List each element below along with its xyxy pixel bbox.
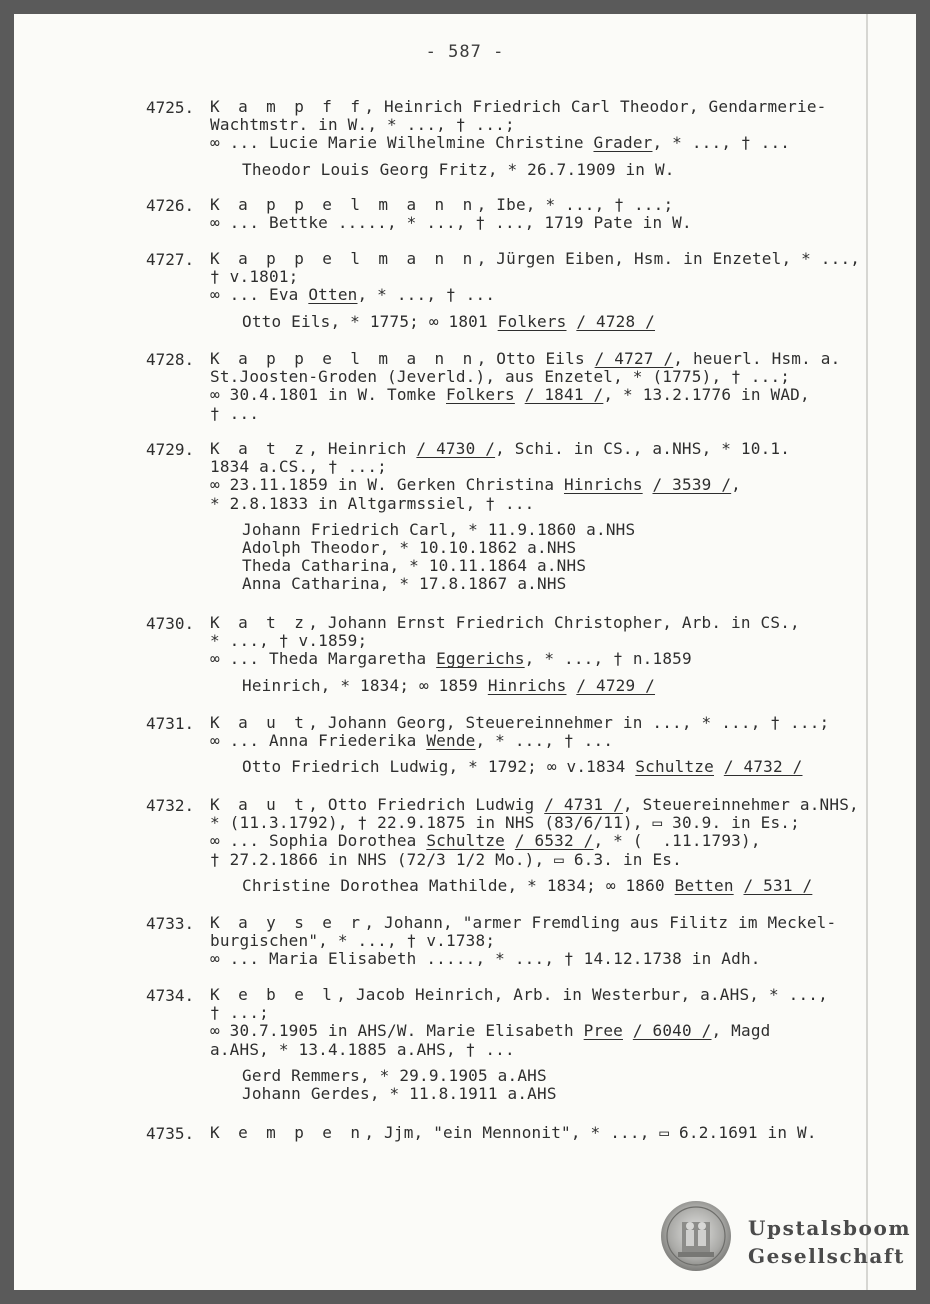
child-text: Anna Catharina, * 17.8.1867 a.NHS — [242, 574, 567, 594]
line-text: , Otto Eils — [476, 349, 595, 368]
line-text: , Magd — [711, 1021, 771, 1041]
brand-line-2: Gesellschaft — [748, 1244, 905, 1268]
line-text: , Johann Ernst Friedrich Christopher, Arb. in CS., — [308, 613, 800, 632]
underlined-name: Hinrichs — [487, 675, 567, 695]
surname: K a p p e l m a n n — [210, 349, 477, 368]
line-text: ∞ ... Lucie Marie Wilhelmine Christine — [210, 133, 594, 153]
page-number: - 587 - — [425, 42, 505, 62]
line-text: , * ..., † n.1859 — [524, 649, 692, 669]
cross-reference: / 1841 / — [524, 385, 604, 405]
underlined-name: / 4730 / — [416, 439, 496, 458]
entry-line — [210, 350, 840, 368]
line-text: , Johann, "armer Fremdling aus Filitz im Meckel- — [364, 913, 837, 932]
entry-number: 4725. — [146, 98, 195, 117]
entry-line — [210, 632, 367, 650]
entry-line — [210, 1041, 515, 1059]
child-line — [242, 575, 566, 593]
cross-reference: / 4728 / — [576, 311, 656, 331]
underlined-name: Otten — [308, 285, 358, 305]
line-text: , Otto Friedrich Ludwig — [308, 795, 545, 814]
entry-line — [210, 134, 790, 152]
entry-line — [210, 268, 299, 286]
entry-number: 4733. — [146, 914, 195, 933]
line-text: ∞ ... Maria Elisabeth ....., * ..., † 14.12.1738 in Adh. — [210, 949, 761, 969]
entry-line — [210, 405, 259, 423]
entry-line — [210, 286, 495, 304]
cross-reference: / 4729 / — [576, 675, 656, 695]
cross-reference: / 4732 / — [723, 757, 803, 777]
entry-number: 4727. — [146, 250, 195, 269]
surname: K a t z — [210, 613, 309, 632]
child-text: Johann Friedrich Carl, * 11.9.1860 a.NHS — [242, 519, 636, 539]
line-text: St.Joosten-Groden (Jeverld.), aus Enzetel, * (1775), † ...; — [210, 367, 791, 387]
child-text: Otto Friedrich Ludwig, * 1792; ∞ v.1834 — [242, 757, 636, 777]
entry-line — [210, 250, 860, 268]
entry-line — [210, 476, 741, 494]
line-text: a.AHS, * 13.4.1885 a.AHS, † ... — [210, 1039, 515, 1059]
entry-line — [210, 932, 495, 950]
cross-reference: / 6040 / — [632, 1021, 712, 1041]
line-text: ∞ 30.7.1905 in AHS/W. Marie Elisabeth — [210, 1021, 584, 1041]
child-text: Johann Gerdes, * 11.8.1911 a.AHS — [242, 1084, 557, 1103]
child-text: Theda Catharina, * 10.11.1864 a.NHS — [242, 556, 587, 576]
spacer-text — [714, 757, 724, 776]
brand-line-1: Upstalsboom — [748, 1216, 912, 1240]
line-text: ∞ ... Theda Margaretha — [210, 649, 437, 669]
underlined-name: Schultze — [635, 757, 714, 777]
underlined-name: Betten — [674, 875, 734, 895]
line-text: ∞ ... Bettke ....., * ..., † ..., 1719 Pate in W. — [210, 213, 692, 233]
child-line — [242, 539, 576, 557]
entry-line — [210, 386, 810, 404]
line-text: , Jacob Heinrich, Arb. in Westerbur, a.AHS, * ..., — [336, 985, 828, 1004]
underlined-name: Grader — [593, 133, 653, 153]
line-text: * 2.8.1833 in Altgarmssiel, † ... — [210, 493, 535, 513]
line-text: ∞ ... Anna Friederika — [210, 731, 427, 751]
entry-number: 4732. — [146, 796, 195, 815]
line-text: , * ( .11.1793), — [593, 831, 761, 851]
underlined-name: Schultze — [426, 831, 505, 851]
underlined-name: / 4731 / — [544, 795, 623, 814]
child-line — [242, 313, 655, 331]
spacer-text — [567, 312, 577, 331]
spacer-text — [643, 475, 653, 494]
entry-line — [210, 714, 829, 732]
entry-line — [210, 986, 828, 1004]
entry-line — [210, 196, 673, 214]
line-text: , * 13.2.1776 in WAD, — [603, 385, 810, 405]
entry-line — [210, 1124, 817, 1142]
entry-number: 4734. — [146, 986, 195, 1005]
child-text: Adolph Theodor, * 10.10.1862 a.NHS — [242, 538, 577, 557]
entry-line — [210, 458, 387, 476]
surname: K a p p e l m a n n — [210, 249, 477, 268]
entry-line — [210, 1004, 269, 1022]
surname: K a m p f f — [210, 97, 365, 116]
entry-line — [210, 116, 515, 134]
line-text: 1834 a.CS., † ...; — [210, 457, 387, 477]
entry-number: 4726. — [146, 196, 195, 215]
line-text: , Jürgen Eiben, Hsm. in Enzetel, * ..., — [476, 249, 861, 268]
child-line — [242, 1067, 547, 1085]
underlined-name: Eggerichs — [436, 649, 525, 669]
line-text: , Heinrich Friedrich Carl Theodor, Gendarmerie- — [364, 97, 827, 116]
underlined-name: Folkers — [497, 311, 567, 331]
underlined-name: Pree — [583, 1021, 623, 1041]
entry-number: 4731. — [146, 714, 195, 733]
spacer-text — [515, 385, 525, 404]
spacer-text — [734, 876, 744, 895]
line-text: † v.1801; — [210, 267, 299, 287]
line-text: ∞ ... Sophia Dorothea — [210, 831, 427, 851]
child-line — [242, 758, 803, 776]
line-text: , Ibe, * ..., † ...; — [476, 195, 674, 214]
surname: K a u t — [210, 713, 309, 732]
child-text: Gerd Remmers, * 29.9.1905 a.AHS — [242, 1065, 547, 1085]
entry-number: 4728. — [146, 350, 195, 369]
entry-line — [210, 914, 836, 932]
line-text: * (11.3.1792), † 22.9.1875 in NHS (83/6/11), ▭ 30.9. in Es.; — [210, 813, 800, 833]
entry-line — [210, 832, 761, 850]
entry-number: 4729. — [146, 440, 195, 459]
entry-line — [210, 796, 859, 814]
entry-line — [210, 1022, 771, 1040]
entry-line — [210, 851, 682, 869]
entry-line — [210, 98, 827, 116]
page-fold-line — [866, 14, 868, 1290]
line-text: † ...; — [210, 1003, 269, 1023]
line-text: Wachtmstr. in W., * ..., † ...; — [210, 115, 515, 135]
line-text: , — [731, 475, 742, 495]
line-text: , Steuereinnehmer a.NHS, — [622, 795, 859, 814]
child-text: Theodor Louis Georg Fritz, * 26.7.1909 in W. — [242, 159, 675, 179]
line-text: , * ..., † ... — [357, 285, 496, 305]
line-text: , Heinrich — [308, 439, 417, 458]
entry-line — [210, 368, 790, 386]
line-text: ∞ ... Eva — [210, 285, 309, 305]
child-text: Christine Dorothea Mathilde, * 1834; ∞ 1860 — [242, 875, 675, 895]
entry-line — [210, 732, 613, 750]
line-text: , Schi. in CS., a.NHS, * 10.1. — [495, 439, 791, 458]
entry-line — [210, 214, 692, 232]
entry-line — [210, 440, 790, 458]
line-text: ∞ 23.11.1859 in W. Gerken Christina — [210, 475, 564, 495]
line-text: , Jjm, "ein Mennonit", * ..., ▭ 6.2.1691 in W. — [364, 1123, 817, 1142]
line-text: , heuerl. Hsm. a. — [673, 349, 841, 368]
child-line — [242, 521, 635, 539]
surname: K a u t — [210, 795, 309, 814]
child-line — [242, 677, 655, 695]
line-text: † 27.2.1866 in NHS (72/3 1/2 Mo.), ▭ 6.3. in Es. — [210, 849, 682, 869]
underlined-name: Wende — [426, 731, 476, 751]
child-line — [242, 161, 675, 179]
line-text: , * ..., † ... — [652, 133, 791, 153]
surname: K a y s e r — [210, 913, 365, 932]
spacer-text — [505, 831, 515, 850]
spacer-text — [623, 1021, 633, 1040]
underlined-name: Folkers — [446, 385, 515, 405]
cross-reference: / 3539 / — [652, 475, 732, 495]
child-line — [242, 877, 812, 895]
entry-number: 4735. — [146, 1124, 195, 1143]
entry-number: 4730. — [146, 614, 195, 633]
line-text: † ... — [210, 403, 260, 423]
cross-reference: / 531 / — [743, 875, 813, 895]
line-text: burgischen", * ..., † v.1738; — [210, 931, 496, 951]
child-line — [242, 1085, 557, 1103]
cross-reference: / 6532 / — [514, 831, 594, 851]
entry-line — [210, 650, 692, 668]
surname: K e b e l — [210, 985, 337, 1004]
line-text: , Johann Georg, Steuereinnehmer in ..., * ..., † ...; — [308, 713, 830, 732]
child-text: Heinrich, * 1834; ∞ 1859 — [242, 675, 488, 695]
underlined-name: / 4727 / — [594, 349, 674, 368]
child-text: Otto Eils, * 1775; ∞ 1801 — [242, 311, 498, 331]
child-line — [242, 557, 586, 575]
entry-line — [210, 814, 800, 832]
seal-icon — [660, 1200, 732, 1272]
surname: K e m p e n — [210, 1123, 365, 1142]
spacer-text — [567, 676, 577, 695]
entry-line — [210, 495, 534, 513]
surname: K a p p e l m a n n — [210, 195, 477, 214]
line-text: , * ..., † ... — [475, 731, 614, 751]
entry-line — [210, 614, 800, 632]
surname: K a t z — [210, 439, 309, 458]
line-text: ∞ 30.4.1801 in W. Tomke — [210, 385, 446, 405]
underlined-name: Hinrichs — [563, 475, 643, 495]
entry-line — [210, 950, 761, 968]
line-text: * ..., † v.1859; — [210, 631, 368, 651]
